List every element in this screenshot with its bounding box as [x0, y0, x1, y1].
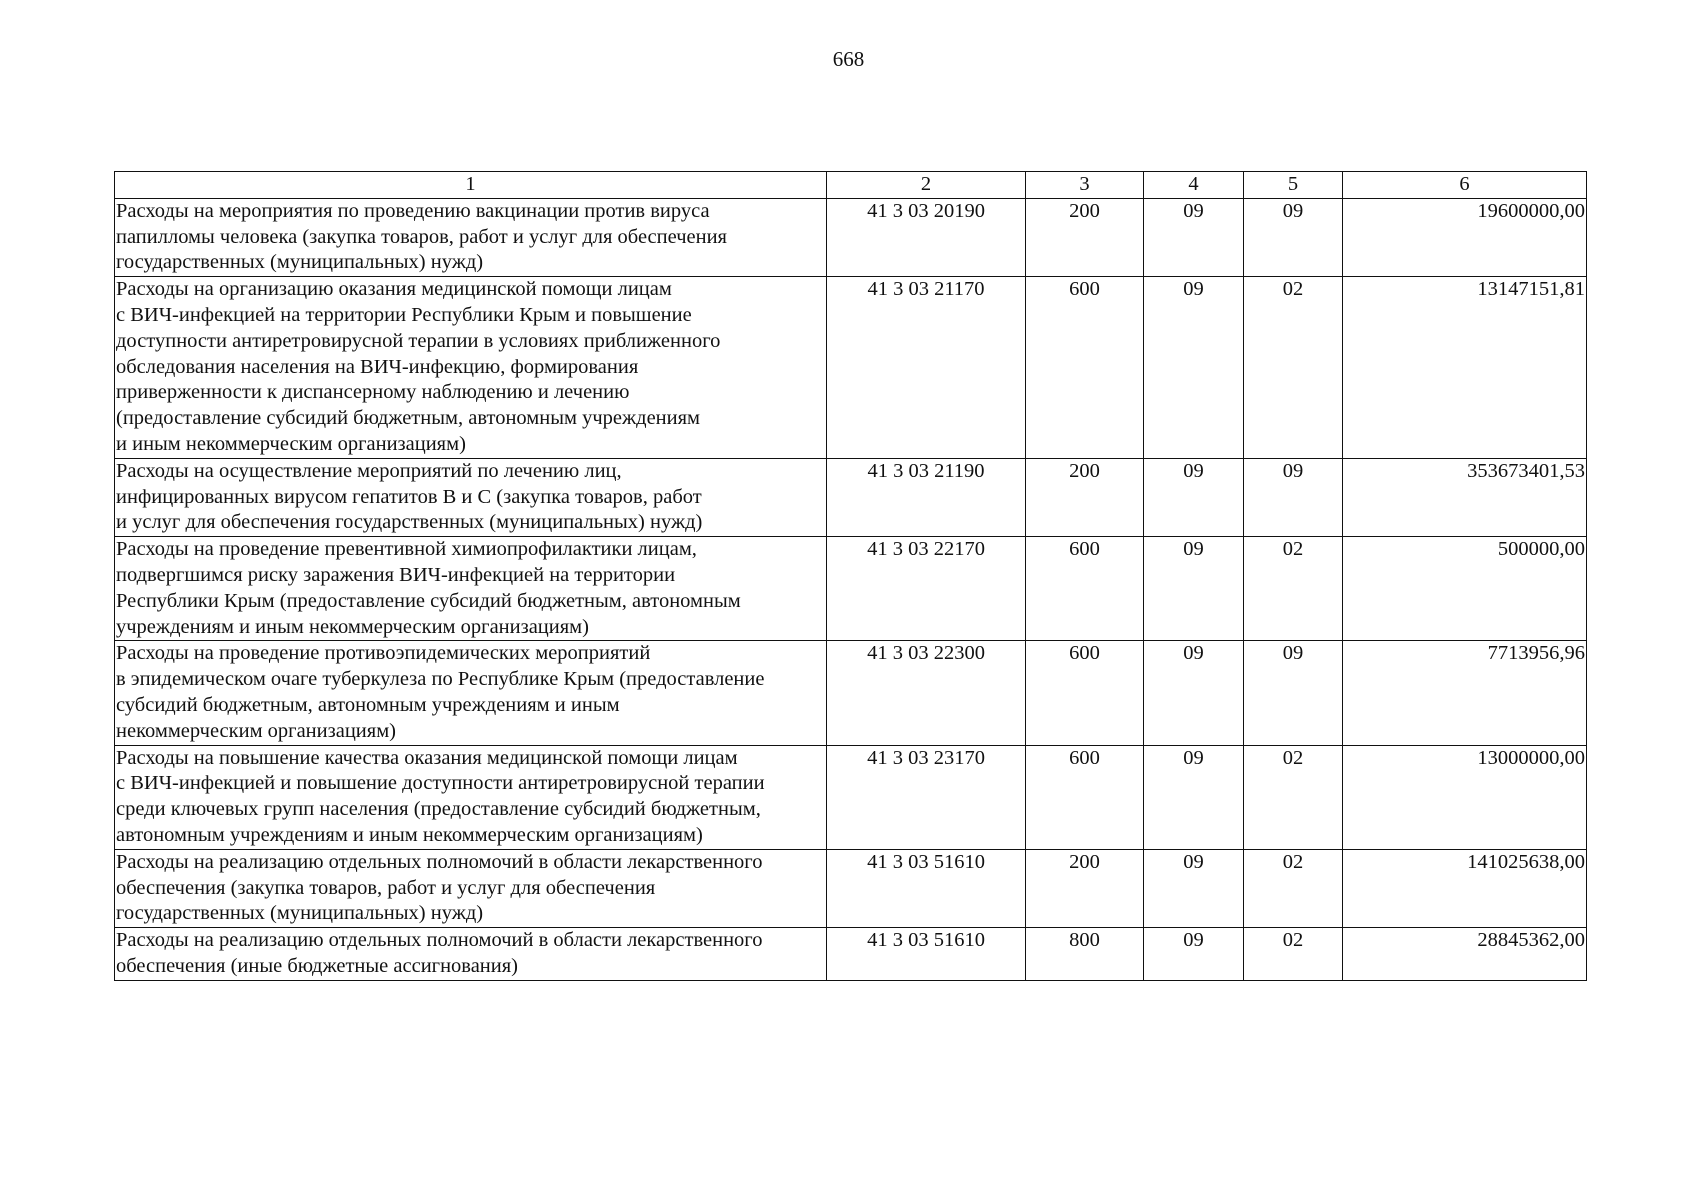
row-code: 41 3 03 51610 [827, 849, 1026, 927]
row-subsection: 09 [1244, 458, 1343, 536]
row-subsection: 02 [1244, 277, 1343, 459]
table-header [115, 172, 1587, 199]
table-row [115, 928, 1587, 981]
row-type: 800 [1026, 928, 1144, 981]
row-type: 600 [1026, 537, 1144, 641]
row-section: 09 [1144, 537, 1244, 641]
row-amount: 500000,00 [1343, 537, 1587, 641]
row-amount: 13147151,81 [1343, 277, 1587, 459]
row-section: 09 [1144, 458, 1244, 536]
table-row [115, 277, 1587, 459]
column-header-5: 5 [1244, 172, 1343, 199]
column-header-4: 4 [1144, 172, 1244, 199]
row-subsection: 02 [1244, 537, 1343, 641]
row-amount: 141025638,00 [1343, 849, 1587, 927]
row-type: 600 [1026, 745, 1144, 849]
row-type: 200 [1026, 198, 1144, 276]
row-type: 600 [1026, 277, 1144, 459]
row-amount: 13000000,00 [1343, 745, 1587, 849]
row-description: Расходы на реализацию отдельных полномочий в области лекарственного обеспечения (закупка товаров, работ и услуг для обеспечения государственных (муниципальных) нужд) [115, 849, 827, 927]
table-row [115, 641, 1587, 745]
column-header-2: 2 [827, 172, 1026, 199]
budget-table [114, 171, 1587, 981]
row-code: 41 3 03 22170 [827, 537, 1026, 641]
row-code: 41 3 03 23170 [827, 745, 1026, 849]
row-subsection: 02 [1244, 849, 1343, 927]
row-type: 200 [1026, 849, 1144, 927]
row-section: 09 [1144, 641, 1244, 745]
row-description: Расходы на мероприятия по проведению вакцинации против вируса папилломы человека (закупка товаров, работ и услуг для обеспечения государственных (муниципальных) нужд) [115, 198, 827, 276]
row-code: 41 3 03 51610 [827, 928, 1026, 981]
row-amount: 7713956,96 [1343, 641, 1587, 745]
row-code: 41 3 03 21190 [827, 458, 1026, 536]
row-subsection: 02 [1244, 928, 1343, 981]
row-description: Расходы на повышение качества оказания медицинской помощи лицам с ВИЧ-инфекцией и повышение доступности антиретровирусной терапии среди ключевых групп населения (предоставление субсидий бюджетным, автономным учреждениям и иным некоммерческим организациям) [115, 745, 827, 849]
row-description: Расходы на осуществление мероприятий по лечению лиц, инфицированных вирусом гепатитов В и С (закупка товаров, работ и услуг для обеспечения государственных (муниципальных) нужд) [115, 458, 827, 536]
row-subsection: 09 [1244, 198, 1343, 276]
table-row [115, 745, 1587, 849]
table-row [115, 458, 1587, 536]
column-header-6: 6 [1343, 172, 1587, 199]
table-row [115, 537, 1587, 641]
row-code: 41 3 03 21170 [827, 277, 1026, 459]
table-row [115, 198, 1587, 276]
row-description: Расходы на реализацию отдельных полномочий в области лекарственного обеспечения (иные бюджетные ассигнования) [115, 928, 827, 981]
row-section: 09 [1144, 198, 1244, 276]
row-subsection: 09 [1244, 641, 1343, 745]
row-code: 41 3 03 22300 [827, 641, 1026, 745]
row-type: 200 [1026, 458, 1144, 536]
row-description: Расходы на проведение противоэпидемических мероприятий в эпидемическом очаге туберкулеза по Республике Крым (предоставление субсидий бюджетным, автономным учреждениям и иным некоммерческим организациям) [115, 641, 827, 745]
table-body [115, 198, 1587, 980]
column-header-3: 3 [1026, 172, 1144, 199]
row-section: 09 [1144, 928, 1244, 981]
row-type: 600 [1026, 641, 1144, 745]
table-row [115, 849, 1587, 927]
row-amount: 353673401,53 [1343, 458, 1587, 536]
row-description: Расходы на организацию оказания медицинской помощи лицам с ВИЧ-инфекцией на территории Республики Крым и повышение доступности антиретровирусной терапии в условиях приближенного обследования населения на ВИЧ-инфекцию, формирования приверженности к диспансерному наблюдению и лечению (предоставление субсидий бюджетным, автономным учреждениям и иным некоммерческим организациям) [115, 277, 827, 459]
column-header-1: 1 [115, 172, 827, 199]
row-description: Расходы на проведение превентивной химиопрофилактики лицам, подвергшимся риску заражения ВИЧ-инфекцией на территории Республики Крым (предоставление субсидий бюджетным, автономным учреждениям и иным некоммерческим организациям) [115, 537, 827, 641]
header-row [115, 172, 1587, 199]
row-amount: 28845362,00 [1343, 928, 1587, 981]
page-number: 668 [832, 47, 865, 71]
row-code: 41 3 03 20190 [827, 198, 1026, 276]
row-section: 09 [1144, 745, 1244, 849]
row-subsection: 02 [1244, 745, 1343, 849]
row-section: 09 [1144, 277, 1244, 459]
row-section: 09 [1144, 849, 1244, 927]
row-amount: 19600000,00 [1343, 198, 1587, 276]
